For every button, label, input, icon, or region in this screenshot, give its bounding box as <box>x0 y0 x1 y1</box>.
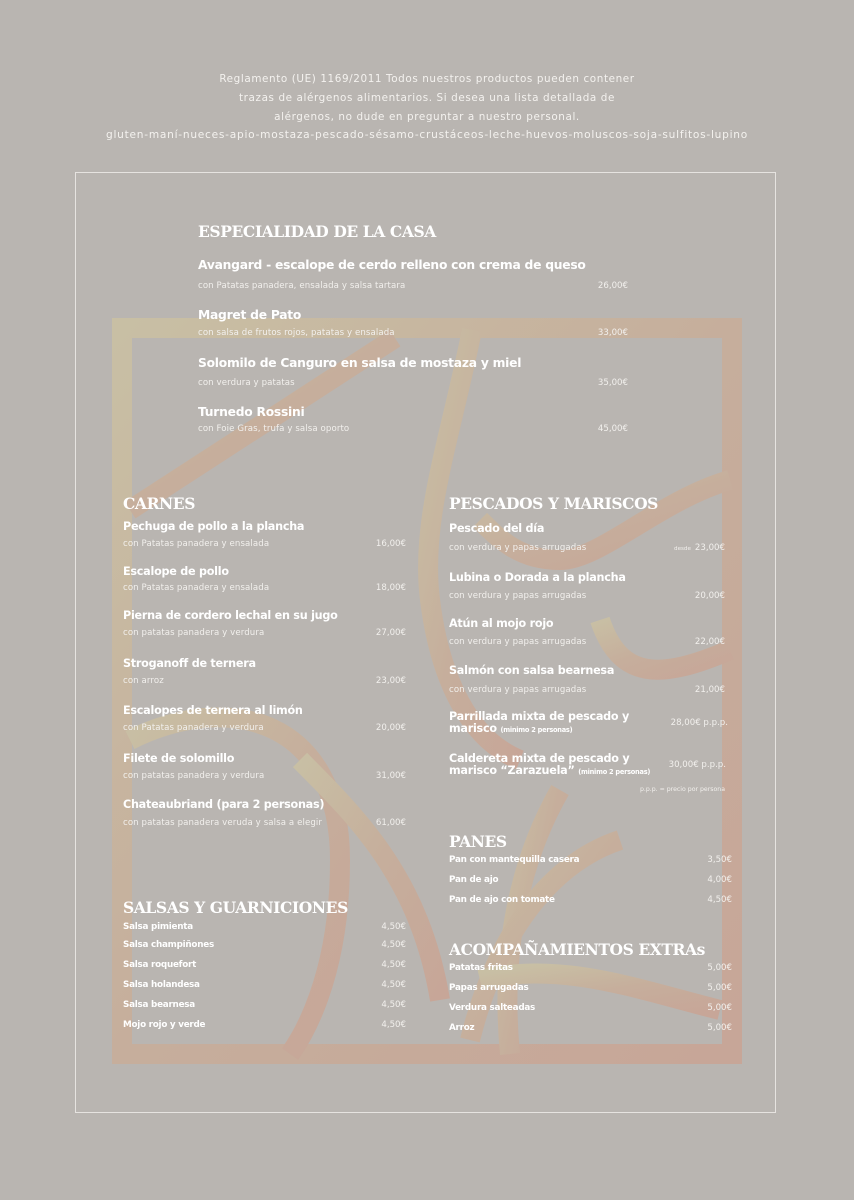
menu-item-name: marisco “Zarazuela” <box>449 764 575 777</box>
ppp-note: p.p.p. = precio por persona <box>639 786 725 793</box>
menu-item-name: Salsa roquefort <box>123 960 197 970</box>
menu-item-desc: con Patatas panadera, ensalada y salsa tartara <box>198 281 406 291</box>
menu-item-price: 4,50€ <box>381 922 406 932</box>
menu-item-price: 3,50€ <box>707 855 732 865</box>
menu-item-price: 61,00€ <box>375 818 406 828</box>
menu-item-desc: con verdura y papas arrugadas <box>449 637 587 647</box>
menu-item-name: Stroganoff de ternera <box>123 657 256 670</box>
menu-item-name: Avangard - escalope de cerdo relleno con crema de queso <box>198 258 586 272</box>
menu-item-price: 18,00€ <box>375 583 406 593</box>
section-title-acompanamientos: ACOMPAÑAMIENTOS EXTRAs <box>449 940 705 959</box>
allergen-list: gluten-maní-nueces-apio-mostaza-pescado-sésamo-crustáceos-leche-huevos-moluscos-soja-sulfitos-lupino <box>105 129 749 141</box>
menu-item-name: Filete de solomillo <box>123 752 235 765</box>
menu-item-price: 4,50€ <box>381 940 406 950</box>
section-title-especialidad: ESPECIALIDAD DE LA CASA <box>198 222 436 241</box>
menu-item-desc: con Patatas panadera y ensalada <box>123 583 270 593</box>
menu-item-price: 26,00€ <box>597 281 628 291</box>
menu-item-price: 22,00€ <box>694 637 725 647</box>
menu-item-name: Parrillada mixta de pescado y <box>449 710 630 723</box>
menu-item-name: Pierna de cordero lechal en su jugo <box>123 609 338 622</box>
menu-item-price: 5,00€ <box>707 983 732 993</box>
menu-item-price: 5,00€ <box>707 963 732 973</box>
menu-item-caldereta <box>449 753 679 778</box>
menu-item-name: Magret de Pato <box>198 308 302 322</box>
menu-item-desc: con verdura y papas arrugadas <box>449 685 587 695</box>
menu-item-price: 4,50€ <box>381 980 406 990</box>
menu-item-desc: con Patatas panadera y verdura <box>123 723 264 733</box>
menu-item-price: 20,00€ <box>694 591 725 601</box>
menu-item-price: 31,00€ <box>375 771 406 781</box>
menu-item-name: Pescado del día <box>449 522 545 535</box>
menu-item-price: 33,00€ <box>597 328 628 338</box>
menu-item-name: Atún al mojo rojo <box>449 617 554 630</box>
menu-item-price: 27,00€ <box>375 628 406 638</box>
menu-item-price: 4,50€ <box>381 1000 406 1010</box>
menu-item-name: Lubina o Dorada a la plancha <box>449 571 626 584</box>
menu-item-name: marisco <box>449 722 497 735</box>
menu-item-price: 5,00€ <box>707 1003 732 1013</box>
menu-item-name: Salsa champiñones <box>123 940 214 950</box>
menu-item-price: 4,50€ <box>381 1020 406 1030</box>
menu-item-desc: con arroz <box>123 676 164 686</box>
menu-item-note: (minimo 2 personas) <box>578 768 651 776</box>
section-title-pescados: PESCADOS Y MARISCOS <box>449 494 658 513</box>
menu-item-price: 4,50€ <box>381 960 406 970</box>
menu-item-desc: con verdura y papas arrugadas <box>449 591 587 601</box>
menu-item-parrillada <box>449 711 649 736</box>
notice-line: Reglamento (UE) 1169/2011 Todos nuestros productos pueden contener <box>219 73 635 85</box>
menu-item-price: 23,00€ <box>375 676 406 686</box>
notice-line: trazas de alérgenos alimentarios. Si desea una lista detallada de <box>239 92 615 104</box>
menu-item-price <box>674 543 725 553</box>
menu-item-desc: con verdura y papas arrugadas <box>449 543 587 553</box>
menu-item-desc: con verdura y patatas <box>198 378 295 388</box>
menu-item-price: 35,00€ <box>597 378 628 388</box>
menu-item-name: Salsa holandesa <box>123 980 200 990</box>
menu-item-desc: con Foie Gras, trufa y salsa oporto <box>198 424 350 434</box>
menu-item-name: Turnedo Rossini <box>198 405 305 419</box>
menu-item-price: 16,00€ <box>375 539 406 549</box>
menu-item-price: 30,00€ p.p.p. <box>668 760 726 770</box>
menu-item-name: Salmón con salsa bearnesa <box>449 664 615 677</box>
price-value: 23,00€ <box>694 543 725 553</box>
menu-item-price: 4,00€ <box>707 875 732 885</box>
menu-item-price: 45,00€ <box>597 424 628 434</box>
menu-item-name: Pechuga de pollo a la plancha <box>123 520 305 533</box>
menu-item-price: 4,50€ <box>707 895 732 905</box>
menu-item-name: Caldereta mixta de pescado y <box>449 752 630 765</box>
section-title-carnes: CARNES <box>123 494 196 513</box>
menu-item-name: Patatas fritas <box>449 963 513 973</box>
menu-item-name: Escalope de pollo <box>123 565 229 578</box>
menu-item-desc: con patatas panadera y verdura <box>123 771 265 781</box>
menu-item-name: Verdura salteadas <box>449 1003 536 1013</box>
notice-line: alérgenos, no dude en preguntar a nuestro personal. <box>274 111 580 123</box>
menu-item-name: Chateaubriand (para 2 personas) <box>123 798 325 811</box>
menu-frame <box>75 172 776 1113</box>
menu-item-desc: con Patatas panadera y ensalada <box>123 539 270 549</box>
menu-item-price: 20,00€ <box>375 723 406 733</box>
allergen-notice <box>0 70 854 127</box>
menu-item-desc: con patatas panadera y verdura <box>123 628 265 638</box>
menu-item-name: Papas arrugadas <box>449 983 529 993</box>
menu-item-price: 28,00€ p.p.p. <box>670 718 728 728</box>
menu-item-name: Pan de ajo con tomate <box>449 895 555 905</box>
menu-item-name: Salsa pimienta <box>123 922 193 932</box>
menu-item-name: Arroz <box>449 1023 475 1033</box>
section-title-panes: PANES <box>449 832 507 851</box>
section-title-salsas: SALSAS Y GUARNICIONES <box>123 898 348 917</box>
menu-item-name: Mojo rojo y verde <box>123 1020 206 1030</box>
menu-item-price: 5,00€ <box>707 1023 732 1033</box>
menu-item-name: Pan con mantequilla casera <box>449 855 580 865</box>
menu-item-name: Pan de ajo <box>449 875 499 885</box>
menu-item-desc: con salsa de frutos rojos, patatas y ensalada <box>198 328 395 338</box>
menu-item-price: 21,00€ <box>694 685 725 695</box>
menu-item-name: Salsa bearnesa <box>123 1000 195 1010</box>
price-prefix: desde <box>674 546 691 552</box>
menu-item-name: Solomilo de Canguro en salsa de mostaza y miel <box>198 356 522 370</box>
menu-item-desc: con patatas panadera veruda y salsa a elegir <box>123 818 323 828</box>
menu-item-name: Escalopes de ternera al limón <box>123 704 303 717</box>
menu-item-note: (minimo 2 personas) <box>500 726 573 734</box>
